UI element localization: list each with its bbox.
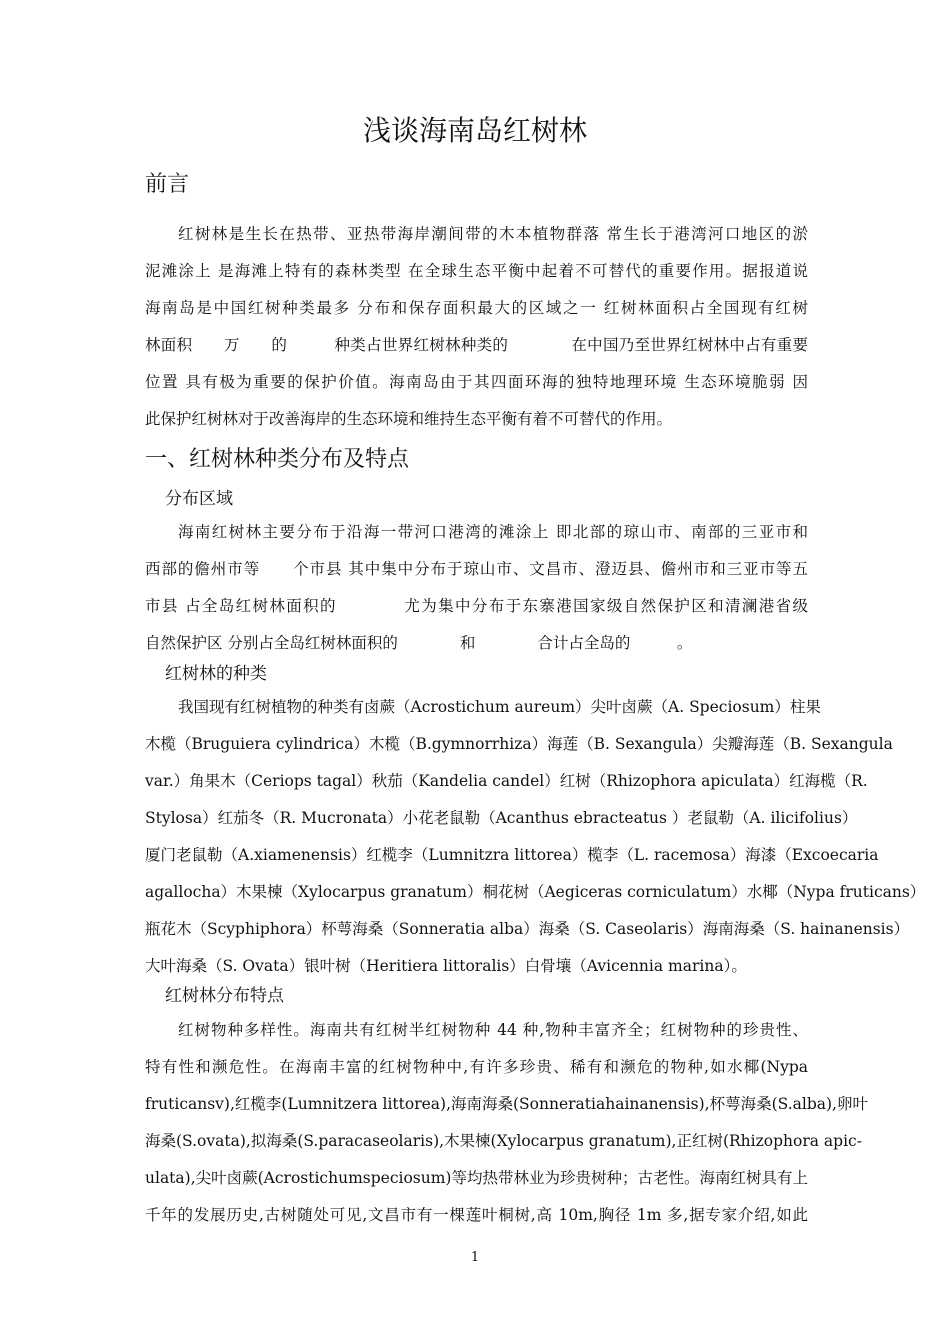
paragraph-line: fruticansv),红榄李(Lumnitzera littorea),海南海桑(Sonneratiahainanensis),杯萼海桑(S.alba),卵叶 bbox=[145, 1095, 868, 1113]
paragraph-line: 我国现有红树植物的种类有卤蕨（Acrostichum aureum）尖叶卤蕨（A. Speciosum）柱果 bbox=[178, 698, 821, 716]
paragraph-line: 泥滩涂上 是海滩上特有的森林类型 在全球生态平衡中起着不可替代的重要作用。据报道说 bbox=[145, 262, 808, 280]
paragraph-line: 海桑(S.ovata),拟海桑(S.paracaseolaris),木果楝(Xylocarpus granatum),正红树(Rhizophora apic- bbox=[145, 1132, 862, 1150]
distribution-heading: 分布区域 bbox=[165, 489, 233, 509]
paragraph-line: 大叶海桑（S. Ovata）银叶树（Heritiera littoralis）白骨壤（Avicennia marina）。 bbox=[145, 957, 747, 975]
paragraph-line: 红树林是生长在热带、亚热带海岸潮间带的木本植物群落 常生长于港湾河口地区的淤 bbox=[178, 225, 808, 243]
paragraph-line: 木榄（Bruguiera cylindrica）木榄（B.gymnorrhiza）海莲（B. Sexangula）尖瓣海莲（B. Sexangula bbox=[145, 735, 893, 753]
paragraph-line: 林面积 万 的 种类占世界红树林种类的 在中国乃至世界红树林中占有重要 bbox=[145, 336, 808, 354]
paragraph-line: 自然保护区 分别占全岛红树林面积的 和 合计占全岛的 。 bbox=[145, 634, 693, 652]
paragraph-line: 特有性和濒危性。在海南丰富的红树物种中,有许多珍贵、稀有和濒危的物种,如水椰(Nypa bbox=[145, 1058, 808, 1076]
distribution-paragraph bbox=[145, 514, 808, 662]
paragraph-line: 海南岛是中国红树种类最多 分布和保存面积最大的区域之一 红树林面积占全国现有红树 bbox=[145, 299, 808, 317]
paragraph-line: Stylosa）红茄冬（R. Mucronata）小花老鼠勒（Acanthus ebracteatus ）老鼠勒（A. ilicifolius） bbox=[145, 809, 858, 827]
paragraph-line: 海南红树林主要分布于沿海一带河口港湾的滩涂上 即北部的琼山市、南部的三亚市和 bbox=[178, 523, 808, 541]
species-paragraph bbox=[145, 689, 926, 985]
paragraph-line: ulata),尖叶卤蕨(Acrostichumspeciosum)等均热带林业为珍贵树种；古老性。海南红树具有上 bbox=[145, 1169, 808, 1187]
paragraph-line: 西部的儋州市等 个市县 其中集中分布于琼山市、文昌市、澄迈县、儋州市和三亚市等五 bbox=[145, 560, 808, 578]
paragraph-line: 位置 具有极为重要的保护价值。海南岛由于其四面环海的独特地理环境 生态环境脆弱 因 bbox=[145, 373, 808, 391]
paragraph-line: 瓶花木（Scyphiphora）杯萼海桑（Sonneratia alba）海桑（S. Caseolaris）海南海桑（S. hainanensis） bbox=[145, 920, 910, 938]
paragraph-line: agallocha）木果楝（Xylocarpus granatum）桐花树（Aegiceras corniculatum）水椰（Nypa fruticans） bbox=[145, 883, 926, 901]
paragraph-line: 千年的发展历史,古树随处可见,文昌市有一棵莲叶桐树,高 10m,胸径 1m 多,据专家介绍,如此 bbox=[145, 1206, 808, 1224]
paragraph-line: 市县 占全岛红树林面积的 尤为集中分布于东寨港国家级自然保护区和清澜港省级 bbox=[145, 597, 808, 615]
preface-paragraph bbox=[145, 216, 808, 438]
page-number: 1 bbox=[470, 1250, 480, 1265]
features-paragraph bbox=[145, 1012, 868, 1234]
preface-heading: 前言 bbox=[145, 172, 190, 197]
features-heading: 红树林分布特点 bbox=[165, 986, 284, 1006]
paragraph-line: 红树物种多样性。海南共有红树半红树物种 44 种,物种丰富齐全；红树物种的珍贵性、 bbox=[178, 1021, 808, 1039]
document-title: 浅谈海南岛红树林 bbox=[362, 114, 587, 147]
species-heading: 红树林的种类 bbox=[165, 664, 267, 684]
paragraph-line: 此保护红树林对于改善海岸的生态环境和维持生态平衡有着不可替代的作用。 bbox=[145, 410, 673, 428]
paragraph-line: var.）角果木（Ceriops tagal）秋茄（Kandelia candel）红树（Rhizophora apiculata）红海榄（R. bbox=[145, 772, 868, 790]
paragraph-line: 厦门老鼠勒（A.xiamenensis）红榄李（Lumnitzra littorea）榄李（L. racemosa）海漆（Excoecaria bbox=[145, 846, 879, 864]
section-one-heading: 一、红树林种类分布及特点 bbox=[145, 447, 410, 472]
